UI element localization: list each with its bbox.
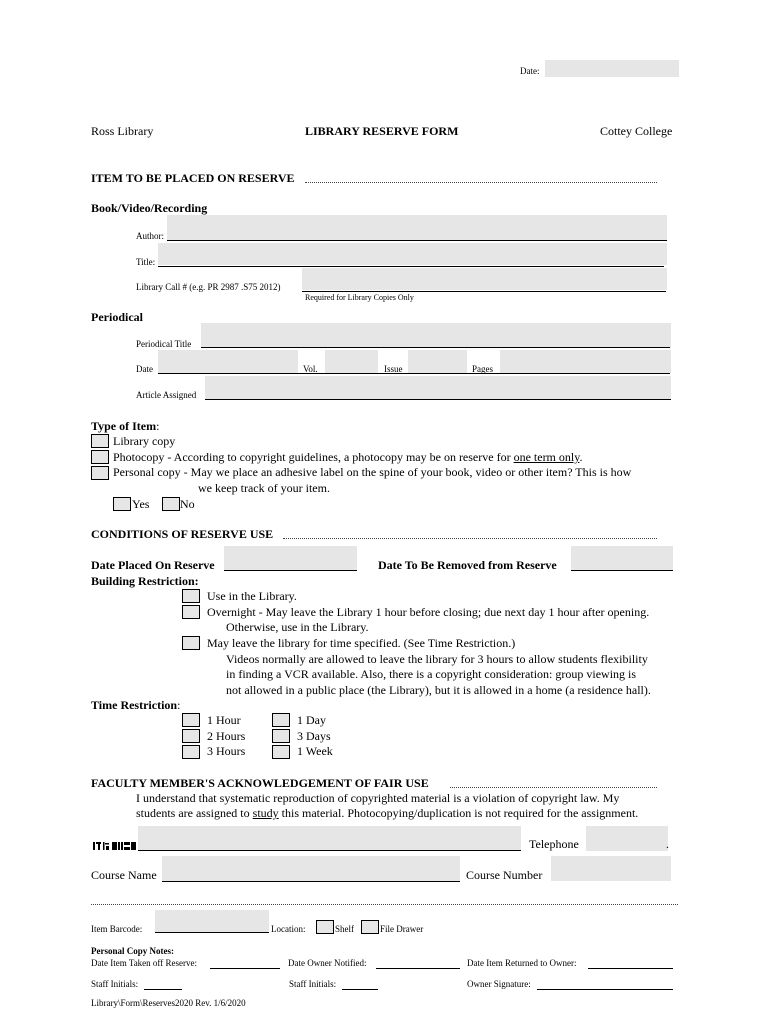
videos-text-1: Videos normally are allowed to leave the library for 3 hours to allow students flexibility bbox=[226, 652, 648, 666]
course-name-label: Course Name bbox=[91, 868, 157, 882]
three-days-label: 3 Days bbox=[297, 729, 331, 743]
no-checkbox[interactable] bbox=[162, 497, 180, 511]
faculty-text-2 bbox=[136, 806, 638, 821]
use-in-library-label: Use in the Library. bbox=[207, 589, 297, 603]
periodical-date-field[interactable] bbox=[158, 350, 298, 373]
may-leave-label: May leave the library for time specified. (See Time Restriction.) bbox=[207, 636, 516, 650]
videos-text-3: not allowed in a public place (the Library), but it is allowed in a home (a residence hall). bbox=[226, 683, 651, 697]
three-hours-label: 3 Hours bbox=[207, 744, 246, 758]
periodical-title-field[interactable] bbox=[201, 323, 671, 348]
page-title: LIBRARY RESERVE FORM bbox=[305, 124, 459, 138]
call-number-label: Library Call # (e.g. PR 2987 .S75 2012) bbox=[136, 282, 281, 292]
footer-text: Library\Form\Reserves2020 Rev. 1/6/2020 bbox=[91, 998, 246, 1008]
date-removed-label: Date To Be Removed from Reserve bbox=[378, 558, 557, 572]
divider-dots bbox=[91, 904, 678, 905]
one-week-checkbox[interactable] bbox=[272, 745, 290, 759]
signature-underline bbox=[138, 850, 521, 851]
date-removed-underline bbox=[571, 570, 673, 571]
photocopy-checkbox[interactable] bbox=[91, 450, 109, 464]
college-name: Cottey College bbox=[600, 124, 673, 138]
yes-label: Yes bbox=[132, 497, 150, 511]
faculty-text-1: I understand that systematic reproduction of copyrighted material is a violation of copyright law. My bbox=[136, 791, 620, 805]
library-copy-label: Library copy bbox=[113, 434, 176, 448]
staff-initials-1-label: Staff Initials: bbox=[91, 979, 139, 989]
staff-initials-2-line[interactable] bbox=[342, 989, 378, 990]
title-underline bbox=[158, 266, 664, 267]
videos-text-2: in finding a VCR available. Also, there is a copyright consideration: group viewing is bbox=[226, 667, 637, 681]
periodical-row-underline bbox=[158, 373, 670, 374]
heading-dots bbox=[305, 182, 657, 183]
photocopy-text-underlined: one term only bbox=[513, 450, 580, 464]
date-returned-line[interactable] bbox=[588, 968, 673, 969]
periodical-title-label: Periodical Title bbox=[136, 339, 192, 349]
call-underline bbox=[302, 291, 666, 292]
two-hours-label: 2 Hours bbox=[207, 729, 246, 743]
type-heading: Type of Item bbox=[91, 419, 157, 433]
author-field[interactable] bbox=[167, 215, 667, 240]
item-heading: ITEM TO BE PLACED ON RESERVE bbox=[91, 171, 295, 185]
overnight-checkbox[interactable] bbox=[182, 605, 200, 619]
signature-label-glyphs bbox=[93, 838, 137, 848]
building-heading: Building Restriction: bbox=[91, 574, 199, 588]
item-barcode-label: Item Barcode: bbox=[91, 924, 143, 934]
staff-initials-2-label: Staff Initials: bbox=[289, 979, 337, 989]
faculty-heading: FACULTY MEMBER'S ACKNOWLEDGEMENT OF FAIR USE bbox=[91, 776, 429, 790]
author-underline bbox=[167, 240, 667, 241]
faculty-dots bbox=[450, 787, 657, 788]
one-day-checkbox[interactable] bbox=[272, 713, 290, 727]
file-drawer-label: File Drawer bbox=[380, 924, 424, 934]
call-number-note: Required for Library Copies Only bbox=[305, 293, 414, 302]
date-returned-label: Date Item Returned to Owner: bbox=[467, 958, 577, 968]
title-field[interactable] bbox=[158, 243, 667, 265]
issue-field[interactable] bbox=[408, 350, 467, 373]
telephone-field[interactable] bbox=[586, 826, 668, 851]
faculty-text-2-underlined: study bbox=[252, 806, 279, 820]
article-underline bbox=[205, 399, 671, 400]
course-name-field[interactable] bbox=[162, 856, 460, 881]
staff-initials-1-line[interactable] bbox=[144, 989, 182, 990]
vol-field[interactable] bbox=[325, 350, 378, 373]
overnight-label-2: Otherwise, use in the Library. bbox=[226, 620, 369, 634]
library-copy-checkbox[interactable] bbox=[91, 434, 109, 448]
photocopy-text-end: . bbox=[579, 450, 583, 464]
photocopy-text bbox=[113, 450, 582, 465]
three-hours-checkbox[interactable] bbox=[182, 745, 200, 759]
item-barcode-field[interactable] bbox=[155, 910, 269, 932]
three-days-checkbox[interactable] bbox=[272, 729, 290, 743]
one-hour-label: 1 Hour bbox=[207, 713, 241, 727]
course-number-label: Course Number bbox=[466, 868, 543, 882]
vol-label: Vol. bbox=[303, 364, 318, 374]
shelf-checkbox[interactable] bbox=[316, 920, 334, 934]
time-colon: : bbox=[177, 698, 181, 712]
shelf-label: Shelf bbox=[335, 924, 354, 934]
personal-copy-checkbox[interactable] bbox=[91, 466, 109, 480]
pages-field[interactable] bbox=[500, 350, 671, 373]
date-field[interactable] bbox=[545, 60, 679, 77]
photocopy-text-a: Photocopy - According to copyright guidelines, a photocopy may be on reserve for bbox=[113, 450, 514, 464]
owner-signature-label: Owner Signature: bbox=[467, 979, 531, 989]
date-removed-field[interactable] bbox=[571, 546, 673, 571]
faculty-text-2a: students are assigned to bbox=[136, 806, 253, 820]
no-label: No bbox=[180, 497, 195, 511]
time-heading: Time Restriction bbox=[91, 698, 178, 712]
article-label: Article Assigned bbox=[136, 390, 197, 400]
book-heading: Book/Video/Recording bbox=[91, 201, 208, 215]
file-drawer-checkbox[interactable] bbox=[361, 920, 379, 934]
periodical-date-label: Date bbox=[136, 364, 153, 374]
barcode-underline bbox=[155, 932, 269, 933]
yes-checkbox[interactable] bbox=[113, 497, 131, 511]
article-field[interactable] bbox=[205, 376, 671, 399]
one-week-label: 1 Week bbox=[297, 744, 333, 758]
date-label: Date: bbox=[520, 66, 540, 76]
date-placed-underline bbox=[224, 570, 357, 571]
course-name-underline bbox=[162, 881, 460, 882]
signature-field[interactable] bbox=[138, 826, 521, 851]
date-owner-notified-line[interactable] bbox=[376, 968, 460, 969]
author-label: Author: bbox=[136, 231, 164, 241]
may-leave-checkbox[interactable] bbox=[182, 636, 200, 650]
two-hours-checkbox[interactable] bbox=[182, 729, 200, 743]
location-label: Location: bbox=[271, 924, 306, 934]
date-placed-label: Date Placed On Reserve bbox=[91, 558, 215, 572]
faculty-text-2b: this material. Photocopying/duplication is not required for the assignment. bbox=[278, 806, 639, 820]
periodical-underline bbox=[201, 347, 670, 348]
call-number-field[interactable] bbox=[302, 268, 667, 290]
conditions-heading: CONDITIONS OF RESERVE USE bbox=[91, 527, 274, 541]
issue-label: Issue bbox=[384, 364, 403, 374]
periodical-heading: Periodical bbox=[91, 310, 143, 324]
type-colon: : bbox=[156, 419, 160, 433]
one-day-label: 1 Day bbox=[297, 713, 326, 727]
date-placed-field[interactable] bbox=[224, 546, 357, 571]
overnight-label: Overnight - May leave the Library 1 hour before closing; due next day 1 hour after opening. bbox=[207, 605, 650, 619]
date-taken-line[interactable] bbox=[210, 968, 280, 969]
use-in-library-checkbox[interactable] bbox=[182, 589, 200, 603]
telephone-label: Telephone bbox=[529, 837, 579, 851]
date-taken-label: Date Item Taken off Reserve: bbox=[91, 958, 197, 968]
one-hour-checkbox[interactable] bbox=[182, 713, 200, 727]
personal-copy-text-2: we keep track of your item. bbox=[198, 481, 330, 495]
title-label: Title: bbox=[136, 257, 156, 267]
personal-copy-text: Personal copy - May we place an adhesive label on the spine of your book, video or other item? This is how bbox=[113, 465, 632, 479]
owner-signature-line[interactable] bbox=[537, 989, 673, 990]
pages-label: Pages bbox=[472, 364, 493, 374]
notes-heading: Personal Copy Notes: bbox=[91, 946, 174, 956]
telephone-end: . bbox=[666, 837, 669, 851]
course-number-field[interactable] bbox=[551, 856, 671, 881]
conditions-dots bbox=[283, 538, 657, 539]
library-name: Ross Library bbox=[91, 124, 154, 138]
date-owner-notified-label: Date Owner Notified: bbox=[288, 958, 367, 968]
